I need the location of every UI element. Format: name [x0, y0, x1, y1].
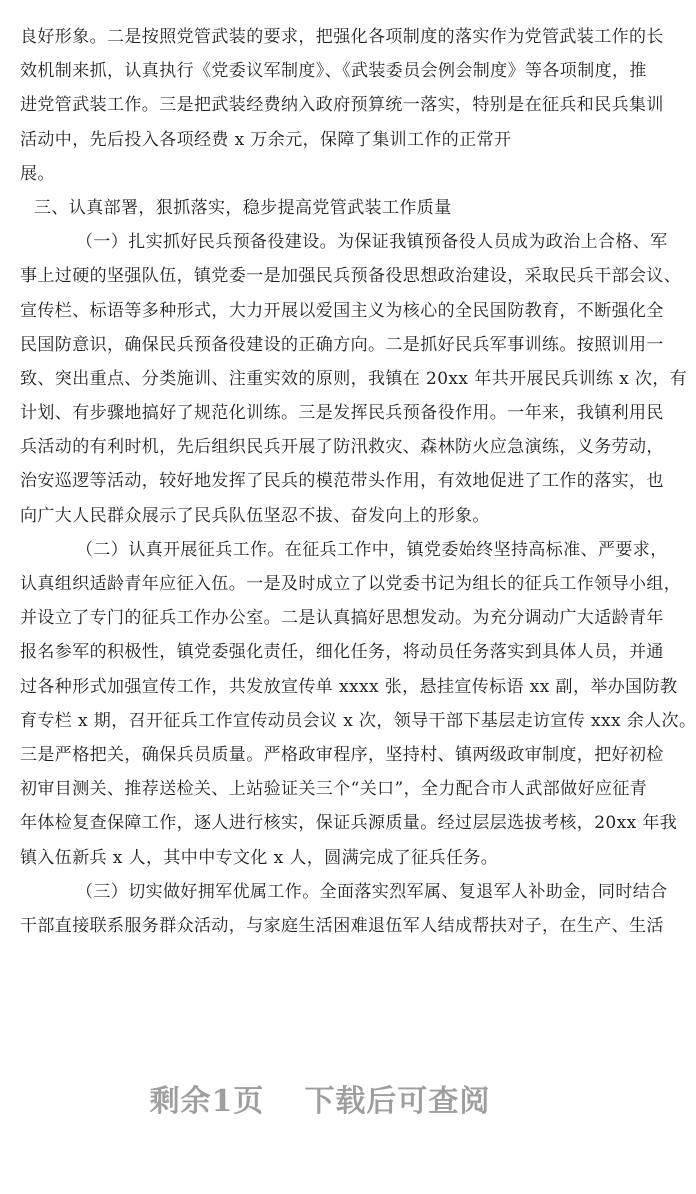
text-line: （三）切实做好拥军优属工作。全面落实烈军属、复退军人补助金，同时结合: [76, 881, 668, 902]
text-line: 致、突出重点、分类施训、注重实效的原则，我镇在 20xx 年共开展民兵训练 x 次，有: [20, 368, 688, 389]
text-line: 年体检复查保障工作，逐人进行核实，保证兵源质量。经过层层选拔考核，20xx 年我: [20, 813, 678, 834]
text-line: 过各种形式加强宣传工作，共发放宣传单 xxxx 张，悬挂宣传标语 xx 副，举办国防教: [20, 676, 678, 697]
text-line: 民国防意识，确保民兵预备役建设的正确方向。二是抓好民兵军事训练。按照训用一: [20, 334, 664, 355]
text-line: 干部直接联系服务群众活动，与家庭生活困难退伍军人结成帮扶对子，在生产、生活: [20, 915, 664, 936]
text-line: 育专栏 x 期，召开征兵工作宣传动员会议 x 次，领导干部下基层走访宣传 xxx 余人次。: [20, 710, 696, 731]
text-line: 效机制来抓，认真执行《党委议军制度》、《武装委员会例会制度》等各项制度，推: [20, 61, 647, 82]
text-line: 报名参军的积极性，镇党委强化责任，细化任务，将动员任务落实到具体人员，并通: [20, 642, 664, 663]
text-line: 并设立了专门的征兵工作办公室。二是认真搞好思想发动。为充分调动广大适龄青年: [20, 608, 664, 629]
text-line: 展。: [20, 163, 55, 184]
text-line: 事上过硬的坚强队伍，镇党委一是加强民兵预备役思想政治建设，采取民兵干部会议、: [20, 266, 682, 287]
text-line: （二）认真开展征兵工作。在征兵工作中，镇党委始终坚持高标准、严要求，: [76, 539, 668, 560]
text-line: （一）扎实抓好民兵预备役建设。为保证我镇预备役人员成为政治上合格、军: [76, 232, 668, 253]
remaining-pages-label: 剩余1页: [149, 1084, 265, 1119]
text-line: 兵活动的有利时机，先后组织民兵开展了防汛救灾、森林防火应急演练，义务劳动，: [20, 437, 664, 458]
text-line: 治安巡逻等活动，较好地发挥了民兵的模范带头作用，有效地促进了工作的落实，也: [20, 471, 664, 492]
document-body: [20, 20, 696, 943]
text-line: 三是严格把关，确保兵员质量。严格政审程序，坚持村、镇两级政审制度，把好初检: [20, 744, 664, 765]
text-line: 进党管武装工作。三是把武装经费纳入政府预算统一落实，特别是在征兵和民兵集训: [20, 95, 664, 116]
text-line: 三、认真部署，狠抓落实，稳步提高党管武装工作质量: [34, 197, 452, 218]
text-line: 计划、有步骤地搞好了规范化训练。三是发挥民兵预备役作用。一年来，我镇利用民: [20, 403, 664, 424]
text-line: 认真组织适龄青年应征入伍。一是及时成立了以党委书记为组长的征兵工作领导小组，: [20, 574, 682, 594]
download-prompt[interactable]: [0, 1082, 640, 1122]
download-to-view-label: 下载后可查阅: [304, 1084, 491, 1119]
text-line: 镇入伍新兵 x 人，其中中专文化 x 人，圆满完成了征兵任务。: [20, 847, 499, 868]
text-line: 良好形象。二是按照党管武装的要求，把强化各项制度的落实作为党管武装工作的长: [20, 27, 664, 47]
text-line: 活动中，先后投入各项经费 x 万余元，保障了集训工作的正常开: [20, 129, 512, 150]
text-line: 初审目测关、推荐送检关、上站验证关三个“关口”，全力配合市人武部做好应征青: [20, 779, 648, 800]
text-line: 宣传栏、标语等多种形式，大力开展以爱国主义为核心的全民国防教育，不断强化全: [20, 300, 664, 321]
text-line: 向广大人民群众展示了民兵队伍坚忍不拔、奋发向上的形象。: [20, 505, 490, 526]
